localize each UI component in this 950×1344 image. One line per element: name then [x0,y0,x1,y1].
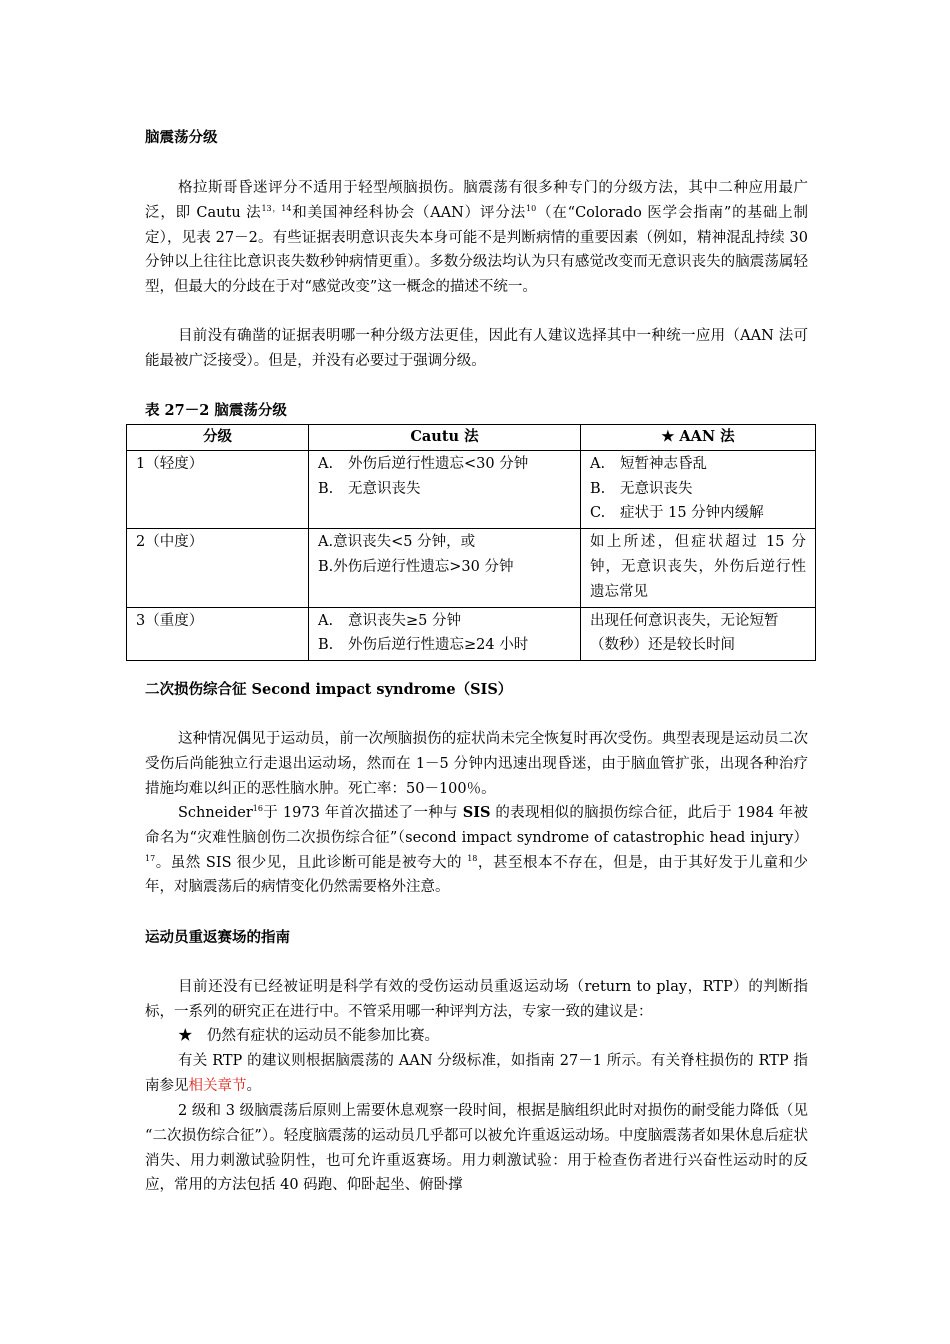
heading-return-to-play: 运动员重返赛场的指南 [145,929,290,946]
heading-concussion-grading: 脑震荡分级 [145,129,218,146]
item-text: 外伤后逆行性遗忘<30 分钟 [348,455,529,472]
text: 有关 RTP 的建议则根据脑震荡的 AAN 分级标准，如指南 27－1 所示。有关脊柱损伤的 RTP 指南参见 [145,1053,808,1094]
cautu-cell [309,529,581,607]
list-item [318,452,571,477]
paragraph-rtp-rule: ★ 仍然有症状的运动员不能参加比赛。 [178,1028,439,1044]
item-marker: B. [590,480,606,497]
list-item: A.意识丧失<5 分钟，或 [318,534,476,551]
text: ，甚至根本不存在，但是，由于其好发于儿童和少年，对脑震荡后的病情变化仍然需要格外注意。 [145,854,809,896]
list-item [590,452,806,477]
table-row [127,529,816,607]
item-marker: A. [318,455,334,472]
list-item [318,609,571,634]
table-row [127,450,816,528]
aan-cell [581,450,816,528]
item-marker: B. [318,480,334,497]
grade-cell: 2（中度） [127,529,309,607]
heading-second-impact-syndrome: 二次损伤综合征 Second impact syndrome（SIS） [145,681,513,698]
citation: 17 [145,853,156,863]
citation: 10 [526,203,537,213]
concussion-grading-table [126,424,816,661]
paragraph-sis-description: 这种情况偶见于运动员，前一次颅脑损伤的症状尚未完全恢复时再次受伤。典型表现是运动员二次受伤后尚能独立行走退出运动场，然而在 1－5 分钟内迅速出现昏迷，由于脑血管扩张，出现各种治疗措施均难以纠正的恶性脑水肿。死亡率：50－100％。 [145,731,808,797]
cautu-cell [309,450,581,528]
citation: 13，14 [261,203,292,213]
item-text: 短暂神志昏乱 [620,455,707,472]
grade-cell: 1（轻度） [127,450,309,528]
item-marker: A. [590,455,606,472]
header-cautu: Cautu 法 [309,425,581,451]
citation: 18 [467,853,478,863]
item-text: 外伤后逆行性遗忘≥24 小时 [348,637,529,654]
list-item: B.外伤后逆行性遗忘>30 分钟 [318,558,514,575]
related-chapter-link[interactable]: 相关章节 [188,1077,247,1094]
item-text: 意识丧失≥5 分钟 [348,612,461,629]
paragraph-rtp-intro: 目前还没有已经被证明是科学有效的受伤运动员重返运动场（return to play，RTP）的判断指标，一系列的研究正在进行中。不管采用哪一种评判方法，专家一致的建议是： [145,979,808,1020]
text: 于 1973 年首次描述了一种与 [262,805,463,821]
list-item [590,477,806,502]
header-grade: 分级 [127,425,309,451]
text: 的表现相似的脑损伤综合征，此后于 1984 年被命名为“灾难性脑创伤二次损伤综合征”（second impact syndrome of catastrophic head injury） [145,805,808,846]
text: 和美国神经科协会（AAN）评分法 [291,204,526,221]
grade-cell: 3（重度） [127,607,309,661]
item-text: 无意识丧失 [348,480,421,497]
table-row [127,607,816,661]
item-text: 无意识丧失 [620,480,693,497]
text: 。虽然 SIS 很少见，且此诊断可能是被夸大的 [155,854,468,871]
text: （在“Colorado 医学会指南”的基础上制定），见表 27－2。有些证据表明意识丧失本身可能不是判断病情的重要因素（例如，精神混乱持续 30 分钟以上往往比意识丧失数秒钟病情更重）。多数分级法均认为只有感觉改变而无意识丧失的脑震荡属轻型，但最大的分歧在于对“感觉改变”这一概念的描述不统一。 [145,204,808,296]
text: SIS [462,804,491,821]
paragraph-grading-intro [145,176,808,300]
text: Schneider [178,805,253,821]
text: 。 [246,1077,261,1094]
paragraph-grading-note: 目前没有确凿的证据表明哪一种分级方法更佳，因此有人建议选择其中一种统一应用（AAN 法可能最被广泛接受）。但是，并没有必要过于强调分级。 [145,328,808,369]
paragraph-sis-history [145,801,808,900]
item-marker: A. [318,612,334,629]
list-item [318,633,571,658]
aan-cell: 如上所述，但症状超过 15 分钟，无意识丧失，外伤后逆行性遗忘常见 [581,529,816,607]
list-item [318,477,571,502]
list-item [590,501,806,526]
item-marker: B. [318,637,334,654]
table-caption: 表 27－2 脑震荡分级 [145,402,287,419]
cautu-cell [309,607,581,661]
citation: 16 [252,804,263,813]
header-aan: ★ AAN 法 [581,425,816,451]
item-text: 症状于 15 分钟内缓解 [620,505,764,522]
text: 格拉斯哥昏迷评分不适用于轻型颅脑损伤。脑震荡有很多种专门的分级方法，其中二种应用最广泛，即 Cautu 法 [145,180,808,221]
paragraph-rtp-grades: 2 级和 3 级脑震荡后原则上需要休息观察一段时间，根据是脑组织此时对损伤的耐受能力降低（见 “二次损伤综合征”）。轻度脑震荡的运动员几乎都可以被允许重返运动场。中度脑震荡者如果休息后症状消失、用力刺激试验阴性，也可允许重返赛场。用力刺激试验：用于检查伤者进行兴奋性运动时的反应，常用的方法包括 40 码跑、仰卧起坐、俯卧撑 [145,1103,808,1194]
aan-cell: 出现任何意识丧失，无论短暂（数秒）还是较长时间 [581,607,816,661]
item-marker: C. [590,505,606,522]
paragraph-rtp-guideline [145,1049,808,1099]
table-header-row [127,425,816,451]
